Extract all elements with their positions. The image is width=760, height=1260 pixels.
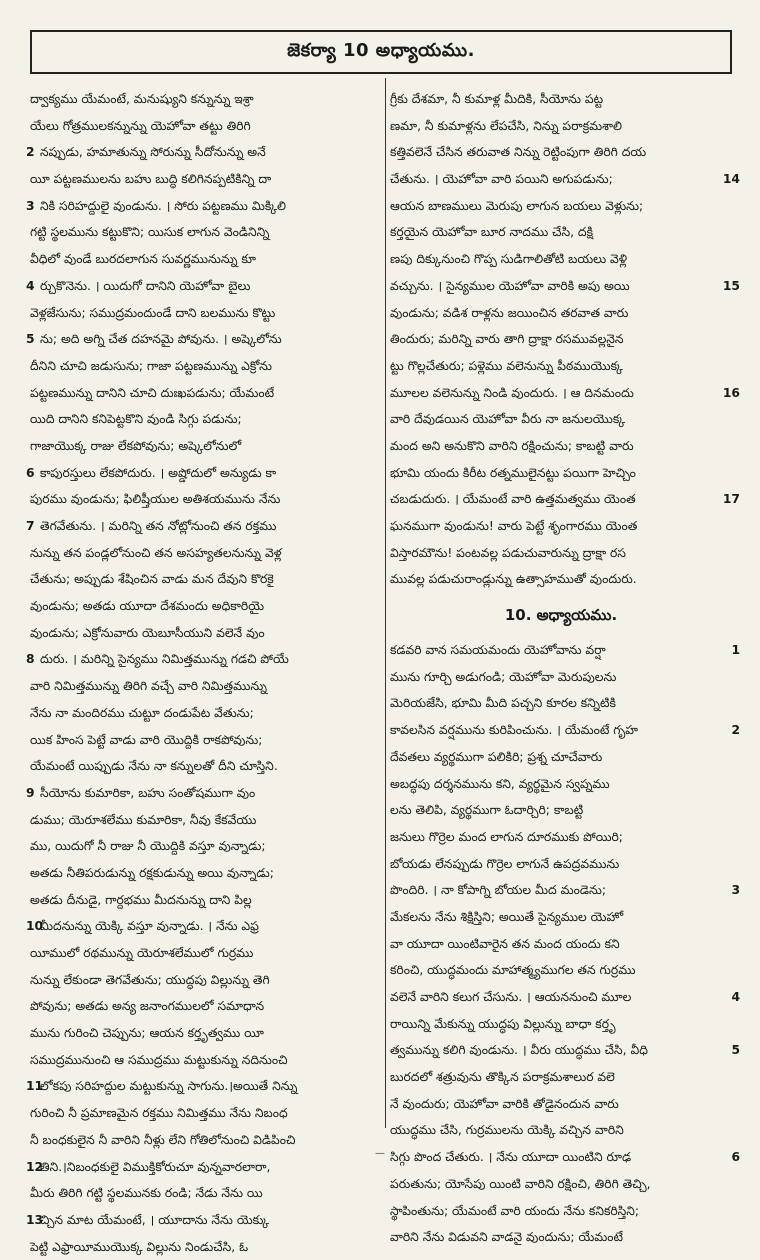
line-text: వుండును; అతడు యూదా దేశమందు అధికారియై xyxy=(30,599,265,614)
text-line xyxy=(390,1117,732,1144)
verse-number: 5 xyxy=(26,332,35,347)
line-text: కడవరి వాన సమయమందు యెహోవాను వర్షా xyxy=(390,643,606,658)
line-text: ణపు దిక్కునుంచి గొప్ప సుడిగాలితోటి బయలు వెళ్లి xyxy=(390,252,628,267)
text-line xyxy=(30,1234,380,1260)
line-text: వలెనే వారిని కలుగ చేసును. । ఆయననుంచి మూల xyxy=(390,990,632,1004)
line-text: మీరు తిరిగి గట్టి స్థలమునకు రండి; నేడు నేను యి xyxy=(30,1186,263,1201)
line-text: మెరియజేసి, భూమి మీది పచ్చని కూరల కన్నిటికి xyxy=(390,696,616,711)
line-text: వారి దేవుడయిన యెహోవా వీరు నా జనులయొక్క xyxy=(390,412,626,427)
text-line xyxy=(30,967,380,994)
line-text: మేకలను నేను శిక్షిస్తిని; అయితే సైన్యముల యెహో xyxy=(390,909,624,924)
text-line xyxy=(390,273,740,300)
text-line xyxy=(390,664,732,691)
verse-number: 4 xyxy=(26,278,35,293)
text-line xyxy=(26,1207,380,1234)
verse-number: 3 xyxy=(731,883,740,898)
line-text: వారిని నేను విడువని వాడనై వుందును; యేమంటే xyxy=(390,1230,623,1245)
text-line xyxy=(26,326,380,353)
verse-number: 12 xyxy=(26,1159,44,1174)
text-line xyxy=(30,833,380,860)
line-text: పొందిరి. । నా కోపాగ్ని బోయల మీద మండెను; xyxy=(390,883,606,898)
line-text: యిక హింస పెట్టే వాడు వారి యొద్దికి రాకపోవును; xyxy=(30,732,263,747)
text-line xyxy=(30,246,380,273)
text-line xyxy=(30,620,380,647)
text-line xyxy=(390,566,732,593)
text-line xyxy=(390,1171,732,1198)
line-text: అతడు దీనుడై, గార్దభము మీదనున్ను దాని పిల్ల xyxy=(30,892,252,907)
text-line xyxy=(390,877,740,904)
line-text: ట్టు గొల్లచేతురు; పళ్లెము వలెనున్ను పీఠముయొక్క xyxy=(390,358,623,373)
line-text: పోవును; అతడు అన్య జనాంగములలో సమాధాన xyxy=(30,999,265,1014)
line-text: నేను నా మందిరము చుట్టూ దండుపేట వేతును; xyxy=(30,705,254,720)
left-column xyxy=(26,86,380,1260)
text-line xyxy=(30,860,380,887)
verse-number: 9 xyxy=(26,785,35,800)
line-text: పురము వుండును; ఫిలిష్తీయుల అతిశయమును నేను xyxy=(30,492,281,507)
chapter-subheading: 10. అధ్యాయము. xyxy=(504,606,618,625)
line-text: మువల్ల పడుచురాండ్లున్ను ఉత్సాహముతో వుందురు. xyxy=(390,572,637,587)
text-line xyxy=(26,460,380,487)
text-line xyxy=(30,807,380,834)
line-text: లను తెలిపి, వ్యర్థముగా ఓదార్చిరి; కాబట్టి xyxy=(390,803,584,818)
line-text: చ్చిన మాట యేమంటే, । యూదాను నేను యెక్కు xyxy=(40,1212,270,1227)
text-line xyxy=(390,1224,732,1251)
line-text: యిది దానిని కనిపెట్టకొని వుండి సిగ్గు పడును; xyxy=(30,412,242,427)
line-text: ము, యిదుగో నీ రాజు నీ యొద్దికి వస్తూ వున్నాడు; xyxy=(30,839,266,854)
line-text: సముద్రమునుంచి ఆ సముద్రము మట్టుకున్ను నదినుంచి xyxy=(30,1052,288,1067)
line-text: లోకపు సరిహద్దుల మట్టుకున్ను సాగును.।అయితే నిన్ను xyxy=(40,1079,298,1094)
line-text: ఆయన బాణములు మెరుపు లాగున బయలు వెళ్లును; xyxy=(390,198,644,213)
document-page xyxy=(26,30,740,1254)
text-line xyxy=(26,1073,380,1100)
line-text: యేలు గోత్రములకన్నున్ను యెహోవా తట్టు తిరిగి xyxy=(30,118,251,133)
text-line xyxy=(30,486,380,513)
text-line xyxy=(26,646,380,673)
text-line xyxy=(30,353,380,380)
line-text: గురించి నీ ప్రమాణమైన రక్తము నిమిత్తము నేను నిబంధ xyxy=(30,1106,288,1121)
line-text: వా యూదా యింటివారైన తన మంద యందు కని xyxy=(390,936,620,951)
line-text: చబడుదురు. । యేమంటే వారి ఉత్తమత్వము యెంత xyxy=(390,492,636,507)
verse-number: 17 xyxy=(722,492,740,507)
text-line xyxy=(390,744,732,771)
verse-number: 15 xyxy=(722,278,740,293)
line-text: గ్రీకు దేశమా, నీ కుమాళ్ల మీదికి, సీయోను పట్ట xyxy=(390,92,604,106)
line-text: తెగవేతును. । మరిన్ని తన నోట్లోనుంచి తన రక్తము xyxy=(40,519,277,533)
text-line xyxy=(30,887,380,914)
line-text: దేవతలు వ్యర్థముగా పలికిరి; ప్రశ్న చూచేవారు xyxy=(390,749,603,764)
line-text: నున్ను లేకుండా తెగవేతును; యుద్ధపు విల్లున్ను తెగి xyxy=(30,972,270,987)
text-line xyxy=(26,139,380,166)
text-line xyxy=(390,771,732,798)
text-line xyxy=(30,113,380,140)
text-line xyxy=(390,139,732,166)
text-line xyxy=(30,86,380,113)
text-line xyxy=(26,513,380,540)
line-text: తిని.।నిబంధకులై విముక్తికోరుచూ వున్నవారలారా, xyxy=(40,1159,271,1174)
text-line xyxy=(390,86,732,113)
line-text: కరించి, యుద్ధమందు మాహాత్మ్యముగల తన గుర్రము xyxy=(390,963,636,978)
line-text: మును గురించి చెప్పును; ఆయన కర్తృత్వము యీ xyxy=(30,1026,264,1041)
line-text: పరుతును; యోసేపు యింటి వారిని రక్షించి, తిరిగి తెచ్చి, xyxy=(390,1176,651,1191)
text-line xyxy=(30,593,380,620)
text-line xyxy=(390,1064,732,1091)
line-text: జనులు గొర్రెల మంద లాగున దూరముకు పోయిరి; xyxy=(390,829,623,844)
verse-number: 11 xyxy=(26,1079,44,1094)
text-line xyxy=(390,219,732,246)
line-text: నీ బంధకులైన నీ వారిని నీళ్లు లేని గోతిలోనుంచి విడిపించి xyxy=(30,1132,296,1147)
text-line xyxy=(30,300,380,327)
text-line xyxy=(30,727,380,754)
verse-number: 5 xyxy=(731,1043,740,1058)
text-line xyxy=(30,406,380,433)
verse-number: 4 xyxy=(731,990,740,1004)
line-text: మీదనున్ను యెక్కి వస్తూ వున్నాడు. । నేను ఎఫ్ర xyxy=(40,919,259,934)
verse-number: 3 xyxy=(26,198,35,213)
line-text: బోయడు లేనప్పుడు గొర్రెల లాగునే ఉపద్రవమును xyxy=(390,856,620,871)
right-column xyxy=(390,86,740,1251)
line-text: గట్టి స్థలమును కట్టుకొని; యిసుక లాగున వెండినిన్ని xyxy=(30,225,270,240)
line-text: పెట్టి ఎఫ్రాయీముయొక్క విల్లును నిండుచేసి, ఓ xyxy=(30,1239,249,1254)
text-line xyxy=(30,993,380,1020)
line-text: మును గూర్చి అడుగండి; యెహోవా మెరుపులను xyxy=(390,669,617,684)
line-text: వీధిలో వుండే బురదలాగున సువర్ణమునున్ను కూ xyxy=(30,252,257,267)
line-text: త్వమున్ను కలిగి వుండును. । వీరు యుద్ధము చేసి, వీధి xyxy=(390,1043,648,1058)
text-line xyxy=(30,700,380,727)
line-text: వారి నిమిత్తమున్ను తిరిగి వచ్చే వారి నిమిత్తమున్ను xyxy=(30,679,267,694)
line-text: మూలల వలెనున్ను నిండి వుందురు. । ఆ దినమందు xyxy=(390,385,634,400)
text-line xyxy=(390,690,732,717)
text-line xyxy=(26,273,380,300)
text-line xyxy=(390,300,732,327)
right-column-part-1 xyxy=(390,86,740,593)
text-line xyxy=(390,797,732,824)
line-text: అతడు నీతిపరుడున్ను రక్షకుడున్ను అయి వున్నాడు; xyxy=(30,865,274,880)
line-text: వచ్చును. । సైన్యముల యెహోవా వారికి అపు అయి xyxy=(390,278,630,293)
line-text: నున్ను తన పండ్లలోనుంచి తన అసహ్యతలనున్ను వెళ్ల xyxy=(30,545,282,560)
text-line xyxy=(30,673,380,700)
page-title: జెకర్యా 10 అధ్యాయము. xyxy=(287,39,475,61)
text-line xyxy=(390,193,732,220)
line-text: ద్వాక్యము యేమంటే, మనుష్యుని కన్నున్ను ఇశ్రా xyxy=(30,92,254,106)
text-line xyxy=(390,824,732,851)
text-line xyxy=(390,246,732,273)
line-text: ను; అది అగ్ని చేత దహనమై పోవును. । అష్కెలోను xyxy=(40,332,282,347)
text-line xyxy=(390,353,732,380)
text-line xyxy=(390,717,740,744)
text-line xyxy=(30,753,380,780)
line-text: కావలసిన వర్షమును కురిపించును. । యేమంటే గృహ xyxy=(390,723,638,738)
verse-number: 6 xyxy=(731,1150,740,1165)
text-line xyxy=(30,540,380,567)
line-text: ణమా, నీ కుమాళ్లను లేపచేసి, నిన్ను పరాక్రమశాలి xyxy=(390,118,623,133)
line-text: కర్తయైన యెహోవా బూర నాదము చేసి, దక్షి xyxy=(390,225,594,240)
text-line xyxy=(30,940,380,967)
verse-number: 8 xyxy=(26,652,35,667)
text-line xyxy=(390,904,732,931)
line-text: సిగ్గు పొంద చేతురు. । నేను యూదా యింటిని రూఢ xyxy=(390,1150,632,1165)
line-text: దీనిని చూచి జడుసును; గాజా పట్టణమున్ను ఎక్రోను xyxy=(30,358,272,373)
verse-number: 7 xyxy=(26,519,35,533)
verse-number: 2 xyxy=(26,145,35,160)
line-text: మంద అని అనుకొని వారిని రక్షించును; కాబట్టి వారు xyxy=(390,438,634,453)
line-text: డుము; యెరూశలేము కుమారికా, నీవు కేకవేయు xyxy=(30,812,257,827)
verse-number: 16 xyxy=(722,385,740,400)
text-line xyxy=(30,1020,380,1047)
text-line xyxy=(390,1011,732,1038)
line-text: యీములో రథమున్ను యెరూశలేములో గుర్రము xyxy=(30,946,254,960)
text-line xyxy=(390,326,732,353)
line-text: గాజాయొక్క రాజు లేకపోవును; అష్కెలోనులో xyxy=(30,438,242,453)
text-line xyxy=(390,540,732,567)
line-text: కాపురస్తులు లేకపోదురు. । అష్డోదులో అన్యుడు కా xyxy=(40,465,277,480)
column-divider xyxy=(385,78,386,1128)
text-line xyxy=(390,1091,732,1118)
text-line xyxy=(390,931,732,958)
verse-number: 2 xyxy=(731,723,740,738)
text-line xyxy=(390,433,732,460)
verse-number: 13 xyxy=(26,1212,44,1227)
line-text: కత్తివలెనే చేసిన తరువాత నిన్ను రెట్టింపుగా తిరిగి దయ xyxy=(390,145,647,160)
text-line xyxy=(30,1180,380,1207)
line-text: రాయిన్ని మేకున్ను యుద్ధపు విల్లున్ను బాధా కర్తృ xyxy=(390,1016,616,1031)
line-text: యీ పట్టణములను బహు బుద్ధి కలిగినప్పటికిన్ని దా xyxy=(30,172,272,187)
line-text: ర్చుకొనెను. । యిదుగో దానిని యెహోవా బైలు xyxy=(40,278,251,293)
line-text: వెళ్లజేసును; సముద్రమందుండే దాని బలమును కొట్టు xyxy=(30,305,276,320)
page-header xyxy=(30,30,732,74)
line-text: చేతును; అప్పుడు శేషించిన వాడు మన దేవుని కొరకై xyxy=(30,572,274,587)
line-text: నప్పుడు, హమాతున్ను సోరున్ను సీదోనున్ను అనే xyxy=(40,145,266,160)
text-line xyxy=(390,1037,740,1064)
line-text: వుండును; వడిశ రాళ్లను జయించిన తరవాత వారు xyxy=(390,305,629,320)
line-text: యేమంటే యిప్పుడు నేను నా కన్నులతో దీని చూస్తిని. xyxy=(30,759,278,774)
line-text: ఘనముగా వుండును! వారు పెట్టే శృంగారము యెంత xyxy=(390,519,638,533)
line-text: భూమి యందు కిరీట రత్నములైనట్టు పయిగా హెచ్చిం xyxy=(390,465,636,480)
text-line xyxy=(26,193,380,220)
text-line xyxy=(390,1198,732,1225)
line-text: స్థాపింతును; యేమంటే వారి యందు నేను కనికరిస్తిని; xyxy=(390,1203,640,1218)
text-line xyxy=(30,566,380,593)
text-line xyxy=(30,433,380,460)
line-text: చేతును. । యెహోవా వారి పయిని అగుపడును; xyxy=(390,172,613,187)
line-text: సీయోను కుమారికా, బహు సంతోషముగా వుం xyxy=(40,785,256,800)
text-line xyxy=(26,780,380,807)
line-text: నే వుందురు; యెహోవా వారికి తోడైనందున వారు xyxy=(390,1096,619,1111)
text-line xyxy=(30,1047,380,1074)
line-text: అబద్ధపు దర్శనమును కని, వ్యర్థమైన స్వప్నము xyxy=(390,776,610,791)
text-line xyxy=(30,380,380,407)
text-line xyxy=(390,851,732,878)
text-line xyxy=(390,637,740,664)
text-line xyxy=(390,513,732,540)
line-text: బురదలో శత్రువును తొక్కిన పరాక్రమశాలుర వలె xyxy=(390,1070,615,1085)
text-line xyxy=(390,460,732,487)
text-line xyxy=(26,913,380,940)
text-line xyxy=(390,406,732,433)
text-line xyxy=(390,957,732,984)
verse-number: 1 xyxy=(731,643,740,658)
line-text: నికి సరిహద్దులై వుండును. । సోరు పట్టణము మిక్కిలి xyxy=(40,198,287,213)
text-line xyxy=(390,166,740,193)
text-line xyxy=(390,984,740,1011)
line-text: దురు. । మరిన్ని సైన్యము నిమిత్తమున్ను గడచి పోయే xyxy=(40,652,289,667)
text-line xyxy=(30,1100,380,1127)
verse-number: 6 xyxy=(26,465,35,480)
text-line xyxy=(390,380,740,407)
text-line xyxy=(390,486,740,513)
footer-mark: — xyxy=(375,1148,385,1159)
line-text: పట్టణమున్ను దానిని చూచి దుఃఖపడును; యేమంటే xyxy=(30,385,275,400)
verse-number: 14 xyxy=(722,172,740,187)
line-text: యుద్ధము చేసి, గుర్రములను యెక్కి వచ్చిన వారిని xyxy=(390,1123,624,1138)
line-text: విస్తారమౌను! పంటవల్ల పడుచువారున్ను ద్రాక్షా రస xyxy=(390,545,626,560)
verse-number: 10 xyxy=(26,919,44,934)
text-line xyxy=(30,219,380,246)
line-text: వుండును; ఎక్రోనువారు యెబూసీయుని వలెనే వుం xyxy=(30,625,265,640)
text-line xyxy=(30,166,380,193)
text-line xyxy=(390,113,732,140)
line-text: తిందురు; మరిన్ని వారు తాగి ద్రాక్షా రసమువల్లనైన xyxy=(390,332,624,347)
